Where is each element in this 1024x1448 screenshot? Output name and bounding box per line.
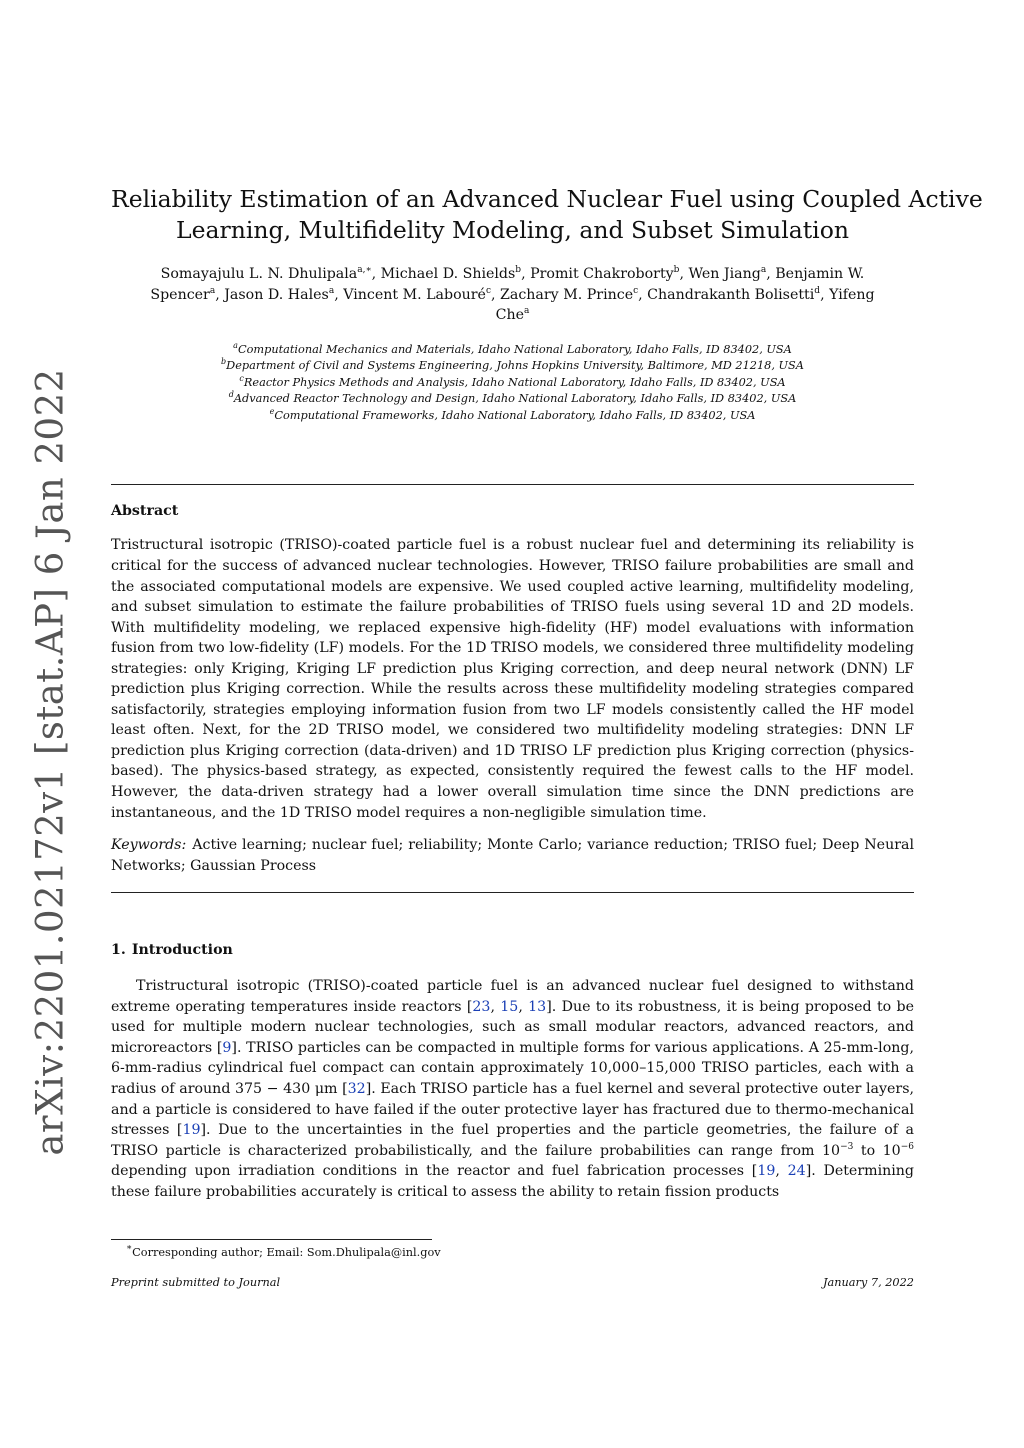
citation-separator: , xyxy=(490,998,501,1015)
section-heading-introduction xyxy=(111,942,914,958)
citation-link[interactable]: 23 xyxy=(472,998,491,1015)
affiliation-text: Reactor Physics Methods and Analysis, Idaho National Laboratory, Idaho Falls, ID 83402, USA xyxy=(243,375,786,389)
exponent: −6 xyxy=(900,1141,914,1152)
affiliation-text: Computational Mechanics and Materials, Idaho National Laboratory, Idaho Falls, ID 83402, USA xyxy=(237,342,792,356)
citation-link[interactable]: 19 xyxy=(182,1122,201,1139)
author-sup: b xyxy=(515,265,522,275)
affiliation-text: Department of Civil and Systems Engineering, Johns Hopkins University, Baltimore, MD 21218, USA xyxy=(226,359,804,373)
affiliation-mark: a xyxy=(233,340,238,350)
footer-date: January 7, 2022 xyxy=(822,1276,914,1289)
author-name: Benjamin W. xyxy=(775,266,865,282)
intro-text: to 10 xyxy=(853,1142,901,1159)
author-name: Jason D. Hales xyxy=(224,286,329,303)
author-name: Wen Jiang xyxy=(688,266,761,282)
title-line-1: Reliability Estimation of an Advanced Nuclear Fuel using Coupled Active xyxy=(111,185,983,213)
author-sup: a xyxy=(328,285,335,296)
introduction-paragraph xyxy=(111,976,914,1202)
author-sup: a xyxy=(209,285,216,296)
author-name: Michael D. Shields xyxy=(380,266,516,282)
intro-text: depending upon irradiation conditions in the reactor and fuel fabrication processes [ xyxy=(111,1163,758,1180)
author-sup: b xyxy=(673,265,680,275)
author-sup: a xyxy=(760,265,767,275)
intro-text: ]. Due to its robustness, it is being proposed to be used for multiple modern nuclear technologies, such as small modular reactors, advanced reactors, and microreactors [ xyxy=(111,998,914,1056)
author-name: Chandrakanth Bolisetti xyxy=(647,286,815,303)
footnote-rule xyxy=(111,1239,432,1240)
author-name: Somayajulu L. N. Dhulipala xyxy=(160,266,358,282)
citation-link[interactable]: 15 xyxy=(500,998,519,1015)
author-name: Spencer xyxy=(150,286,210,303)
author-sup: d xyxy=(814,285,821,296)
citation-link[interactable]: 32 xyxy=(347,1080,366,1097)
author-line-2: Spencer$^a$, Jason D. Hales$^a$, Vincent M. Labouré$^c$, Zachary M. Prince$^c$, Chandrakanth Bolisetti$^d$, Yifeng xyxy=(150,285,875,303)
author-name: Yifeng xyxy=(829,286,875,303)
intro-text: ]. Determining these failure probabilities accurately is critical to assess the ability to retain fission products xyxy=(111,1163,914,1200)
abstract-heading: Abstract xyxy=(111,503,179,520)
intro-text: Tristructural isotropic (TRISO)-coated particle fuel is an advanced nuclear fuel designed to withstand extreme operating temperatures inside reactors [ xyxy=(111,978,914,1015)
affiliation-mark: b xyxy=(221,357,227,367)
author-line-1: Somayajulu L. N. Dhulipala$^{a,∗}$, Michael D. Shields$^b$, Promit Chakroborty$^b$, Wen Jiang$^a$, Benjamin W. xyxy=(160,265,865,282)
footnote-text: Corresponding author; Email: Som.Dhulipala@inl.gov xyxy=(132,1246,441,1259)
abstract-top-rule xyxy=(111,484,914,485)
author-name: Promit Chakroborty xyxy=(530,266,674,282)
intro-text: ]. Each TRISO particle has a fuel kernel and several protective outer layers, and a particle is considered to have failed if the outer protective layer has fractured due to thermo-mechanical stresses [ xyxy=(111,1080,914,1139)
author-sup: a xyxy=(524,306,530,316)
author-name: Vincent M. Labouré xyxy=(343,286,486,303)
intro-text: ]. TRISO particles can be compacted in multiple forms for various applications. A 25-mm-long, 6-mm-radius cylindrical fuel compact can contain approximately 10,000–15,000 TRISO particles, each with a radius of around 375 − 430 μm [ xyxy=(111,1039,914,1097)
keywords-text: Active learning; nuclear fuel; reliability; Monte Carlo; variance reduction; TRISO fuel; Deep Neural Networks; Gaussian Process xyxy=(111,837,914,874)
author-name: Zachary M. Prince xyxy=(500,286,634,303)
affiliation xyxy=(111,408,914,425)
abstract-bottom-rule xyxy=(111,892,914,893)
footer-journal: Preprint submitted to Journal xyxy=(111,1276,281,1289)
footnote xyxy=(126,1243,441,1259)
abstract-body: Tristructural isotropic (TRISO)-coated particle fuel is a robust nuclear fuel and determining its reliability is critical for the success of advanced nuclear technologies. However, TRISO failure probabilities are small and the associated computational models are expensive. We used coupled active learning, multifidelity modeling, and subset simulation to estimate the failure probabilities of TRISO fuels using several 1D and 2D models. With multifidelity modeling, we replaced expensive high-fidelity (HF) model evaluations with information fusion from two low-fidelity (LF) models. For the 1D TRISO models, we considered three multifidelity modeling strategies: only Kriging, Kriging LF prediction plus Kriging correction, and deep neural network (DNN) LF prediction plus Kriging correction. While the results across these multifidelity modeling strategies compared satisfactorily, strategies employing information fusion from two LF models consistently called the HF model least often. Next, for the 2D TRISO model, we considered two multifidelity modeling strategies: DNN LF prediction plus Kriging correction (data-driven) and 1D TRISO LF prediction plus Kriging correction (physics-based). The physics-based strategy, as expected, consistently required the fewest calls to the HF model. However, the data-driven strategy had a lower overall simulation time since the DNN predictions are instantaneous, and the 1D TRISO model requires a non-negligible simulation time. xyxy=(111,537,914,821)
keywords-label: Keywords: xyxy=(111,837,187,854)
affiliation xyxy=(111,375,914,392)
citation-separator: , xyxy=(518,998,529,1015)
citation-link[interactable]: 13 xyxy=(528,998,547,1015)
author-sup: c xyxy=(485,285,491,296)
author-line-3 xyxy=(111,305,914,326)
author-name: Che xyxy=(495,307,524,323)
citation-separator: , xyxy=(775,1163,788,1180)
affiliation-list xyxy=(111,342,914,425)
citation-link[interactable]: 19 xyxy=(757,1163,776,1180)
citation-link[interactable]: 24 xyxy=(787,1163,806,1180)
author-sup: a,∗ xyxy=(357,265,372,275)
affiliation xyxy=(111,358,914,375)
exponent: −3 xyxy=(840,1141,854,1152)
keywords xyxy=(111,835,914,876)
intro-text: ]. Due to the uncertainties in the fuel properties and the particle geometries, the failure of a TRISO particle is characterized probabilistically, and the failure probabilities can range from 10 xyxy=(111,1122,914,1159)
affiliation-mark: c xyxy=(239,373,244,383)
affiliation-text: Computational Frameworks, Idaho National Laboratory, Idaho Falls, ID 83402, USA xyxy=(274,408,756,422)
paper-page xyxy=(111,0,983,1216)
section-title: Introduction xyxy=(131,942,233,959)
section-number: 1. xyxy=(111,942,126,959)
citation-link[interactable]: 9 xyxy=(222,1039,232,1056)
affiliation xyxy=(111,342,914,359)
affiliation-text: Advanced Reactor Technology and Design, Idaho National Laboratory, Idaho Falls, ID 83402, USA xyxy=(233,392,797,406)
paper-title xyxy=(111,184,983,246)
author-sup: c xyxy=(633,285,639,296)
affiliation-mark: e xyxy=(269,406,275,416)
arxiv-side-stamp: arXiv:2201.02172v1 [stat.AP] 6 Jan 2022 xyxy=(28,368,72,1156)
affiliation-mark: d xyxy=(228,390,234,400)
footnote-mark: ∗ xyxy=(126,1243,133,1253)
author-list xyxy=(111,264,914,326)
title-line-2: Learning, Multifidelity Modeling, and Subset Simulation xyxy=(176,216,849,244)
affiliation xyxy=(111,391,914,408)
